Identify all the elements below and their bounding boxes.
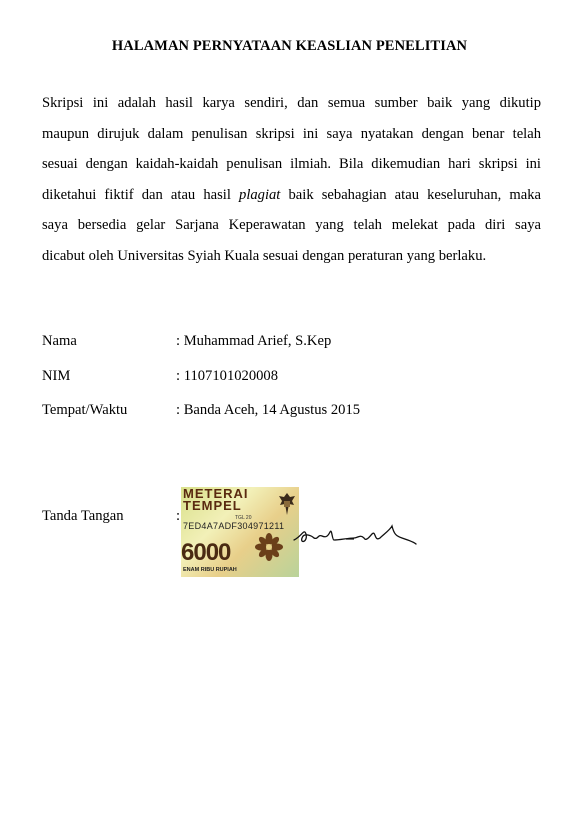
field-value: : Banda Aceh, 14 Agustus 2015 xyxy=(176,402,361,418)
stamp-code: 7ED4A7ADF304971211 xyxy=(183,521,285,531)
paragraph-line: sesuai dengan kaidah-kaidah penulisan ilmiah. Bila dikemudian hari skripsi ini xyxy=(42,156,541,172)
statement-paragraph xyxy=(42,88,541,271)
stamp-date: TGL 20 xyxy=(235,515,252,521)
line-text-before: diketahui fiktif dan atau hasil xyxy=(42,186,240,203)
stamp-line2: TEMPEL xyxy=(183,498,242,513)
paragraph-line: Skripsi ini adalah hasil karya sendiri, dan semua sumber baik yang dikutip xyxy=(42,95,541,111)
field-colon: : xyxy=(176,508,181,524)
field-label: Tempat/Waktu xyxy=(42,402,128,418)
field-label: NIM xyxy=(42,368,71,384)
field-value: : 1107101020008 xyxy=(176,368,279,384)
field-value: : Muhammad Arief, S.Kep xyxy=(176,333,332,349)
paragraph-line: saya bersedia gelar Sarjana Keperawatan yang telah melekat pada diri saya xyxy=(42,217,541,233)
paragraph-line-plagiat xyxy=(42,180,541,211)
paragraph-line: maupun dirujuk dalam penulisan skripsi ini saya nyatakan dengan benar telah xyxy=(42,125,541,142)
document-title: HALAMAN PERNYATAAN KEASLIAN PENELITIAN xyxy=(111,38,468,54)
italic-word: plagiat xyxy=(239,186,281,203)
paragraph-line: dicabut oleh Universitas Syiah Kuala sesuai dengan peraturan yang berlaku. xyxy=(42,247,487,264)
stamp-amount-text: ENAM RIBU RUPIAH xyxy=(183,567,237,573)
stamp-amount: 6000 xyxy=(181,539,231,566)
field-label: Nama xyxy=(42,333,77,349)
handwritten-signature xyxy=(292,514,422,554)
line-text-after: baik sebahagian atau keseluruhan, maka xyxy=(280,186,541,203)
ornament-icon xyxy=(255,533,283,561)
stamp-line1: METERAI xyxy=(183,487,249,501)
meterai-stamp xyxy=(181,487,299,577)
field-label: Tanda Tangan xyxy=(42,508,124,524)
